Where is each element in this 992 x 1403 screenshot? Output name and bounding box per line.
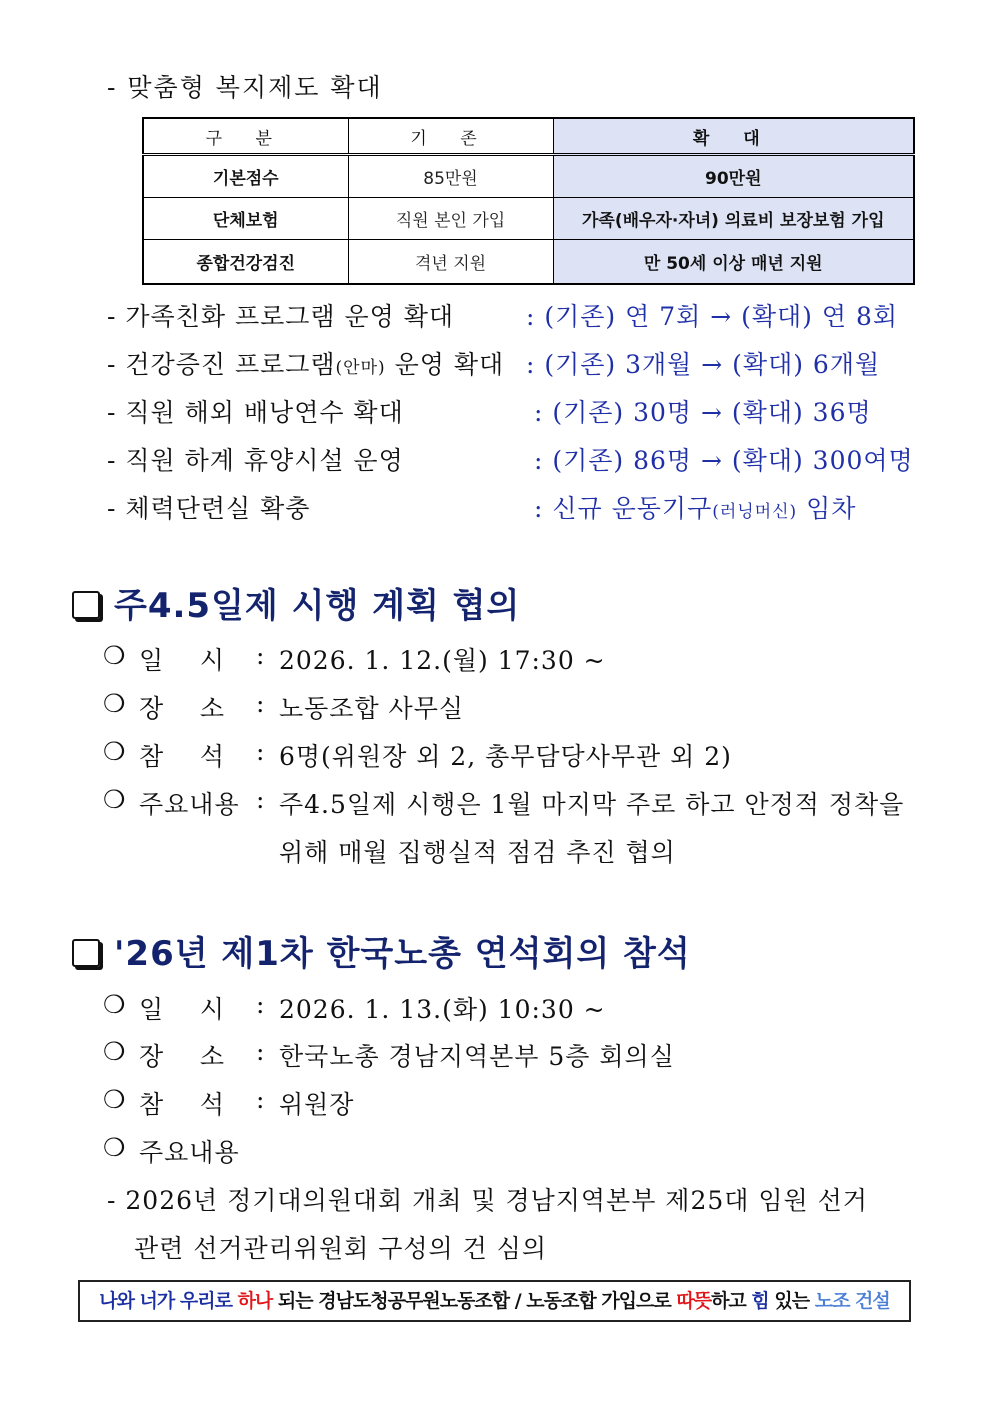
row-colon: :	[256, 1085, 266, 1114]
row-colon: :	[256, 990, 266, 1019]
section-title-meeting: '26년 제1차 한국노총 연석회의 참석	[72, 926, 691, 975]
row-text: 2026. 1. 13.(화) 10:30 ~	[279, 995, 606, 1024]
header-category: 구 분	[143, 118, 348, 155]
row-text: 한국노총 경남지역본부 5층 회의실	[279, 1042, 675, 1071]
item-value: : (기존) 86명 → (확대) 300여명	[534, 446, 914, 475]
slogan-part: 따뜻	[676, 1290, 712, 1312]
circle-bullet-icon: ❍	[103, 785, 127, 814]
circle-bullet-icon: ❍	[103, 1085, 127, 1114]
table-row	[143, 155, 914, 198]
table-header-row	[143, 118, 914, 155]
item-label: - 건강증진 프로그램(안마) 운영 확대	[107, 350, 505, 379]
slogan-part: 나와 너가 우리로	[99, 1290, 238, 1312]
item-label: - 체력단련실 확충	[107, 494, 311, 523]
cell-expanded: 90만원	[553, 155, 914, 198]
cell-category: 기본점수	[143, 155, 348, 198]
slogan-part: 되는 경남도청공무원노동조합 / 노동조합 가입으로	[272, 1290, 677, 1312]
circle-bullet-icon: ❍	[103, 641, 127, 670]
cell-expanded: 만 50세 이상 매년 지원	[553, 240, 914, 285]
row-key: 주요내용	[139, 790, 240, 819]
row-text: 노동조합 사무실	[279, 694, 464, 723]
contents-detail-line: - 2026년 정기대의원대회 개최 및 경남지역본부 제25대 임원 선거	[107, 1186, 868, 1215]
checkbox-square-icon	[72, 591, 100, 619]
item-label: - 직원 하계 휴양시설 운영	[107, 446, 404, 475]
cell-existing: 85만원	[348, 155, 553, 198]
item-value: : (기존) 연 7회 → (확대) 연 8회	[526, 302, 899, 331]
row-key: 장 소	[139, 1042, 226, 1071]
welfare-subheading: - 맞춤형 복지제도 확대	[107, 73, 383, 102]
row-text: 2026. 1. 12.(월) 17:30 ~	[279, 646, 606, 675]
row-text: 주4.5일제 시행은 1월 마지막 주로 하고 안정적 정착을	[279, 790, 905, 819]
row-text: 6명(위원장 외 2, 총무담당사무관 외 2)	[279, 742, 732, 771]
row-colon: :	[256, 641, 266, 670]
row-colon: :	[256, 785, 266, 814]
item-value: : 신규 운동기구(러닝머신) 임차	[534, 494, 857, 523]
table-row	[143, 240, 914, 285]
row-colon: :	[256, 689, 266, 718]
cell-expanded: 가족(배우자·자녀) 의료비 보장보험 가입	[553, 198, 914, 240]
item-label: - 직원 해외 배낭연수 확대	[107, 398, 404, 427]
welfare-comparison-table	[142, 117, 915, 285]
slogan-banner	[78, 1280, 911, 1322]
slogan-part: 노조 건설	[814, 1290, 890, 1312]
cell-existing: 격년 지원	[348, 240, 553, 285]
circle-bullet-icon: ❍	[103, 1133, 127, 1162]
cell-category: 단체보험	[143, 198, 348, 240]
row-text: 위원장	[279, 1090, 355, 1119]
contents-detail-line: 관련 선거관리위원회 구성의 건 심의	[134, 1234, 548, 1263]
row-key: 참 석	[139, 1090, 226, 1119]
item-value: : (기존) 3개월 → (확대) 6개월	[526, 350, 881, 379]
row-colon: :	[256, 1037, 266, 1066]
table-row	[143, 198, 914, 240]
circle-bullet-icon: ❍	[103, 1037, 127, 1066]
circle-bullet-icon: ❍	[103, 990, 127, 1019]
contents-continuation: 위해 매월 집행실적 점검 추진 협의	[279, 838, 676, 867]
header-expanded: 확 대	[553, 118, 914, 155]
circle-bullet-icon: ❍	[103, 689, 127, 718]
cell-category: 종합건강검진	[143, 240, 348, 285]
row-key: 일 시	[139, 646, 226, 675]
slogan-part: 힘	[751, 1290, 769, 1312]
header-existing: 기 존	[348, 118, 553, 155]
row-colon: :	[256, 737, 266, 766]
section-title-workweek: 주4.5일제 시행 계획 협의	[72, 578, 520, 627]
circle-bullet-icon: ❍	[103, 737, 127, 766]
slogan-part: 있는	[768, 1290, 815, 1312]
cell-existing: 직원 본인 가입	[348, 198, 553, 240]
slogan-part: 하나	[237, 1290, 273, 1312]
row-key: 참 석	[139, 742, 226, 771]
item-label: - 가족친화 프로그램 운영 확대	[107, 302, 455, 331]
slogan-part: 하고	[711, 1290, 752, 1312]
row-key: 주요내용	[139, 1138, 240, 1167]
checkbox-square-icon	[72, 939, 100, 967]
item-value: : (기존) 30명 → (확대) 36명	[534, 398, 872, 427]
row-key: 일 시	[139, 995, 226, 1024]
row-key: 장 소	[139, 694, 226, 723]
